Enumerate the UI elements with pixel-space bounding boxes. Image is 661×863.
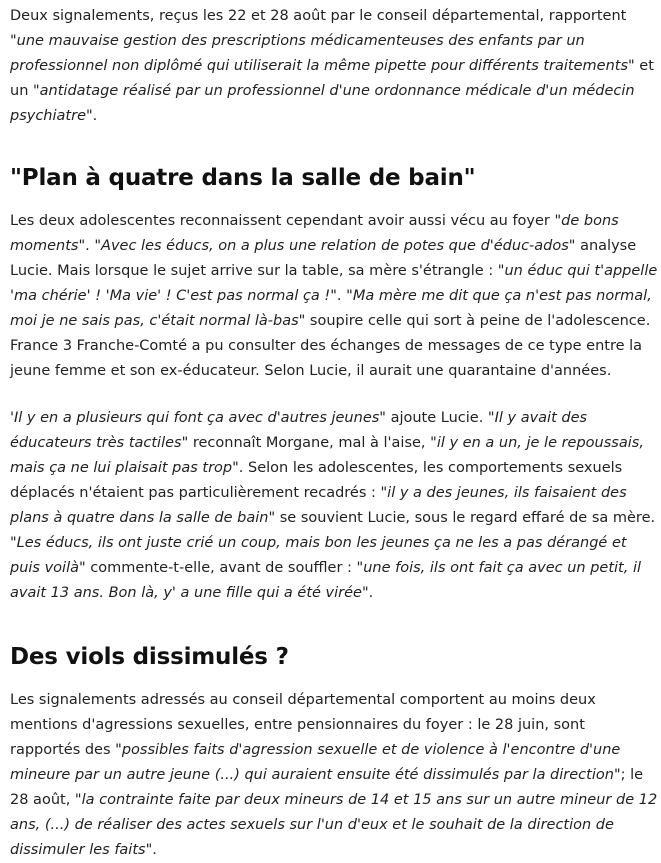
- quote-text: il y en a un, je le repoussais, mais ça ne lui plaisait pas trop: [10, 435, 644, 476]
- quote-text: un éduc qui t'appelle 'ma chérie' ! 'Ma vie' ! C'est pas normal ça !: [10, 263, 658, 304]
- body-text: " reconnaît Morgane, mal à l'aise, ": [181, 435, 437, 451]
- body-text: ': [10, 410, 14, 426]
- body-text: ".: [361, 585, 374, 601]
- quote-text: antidatage réalisé par un professionnel d'une ordonnance médicale d'un médecin psychiatre: [10, 83, 635, 124]
- quote-text: Il y en a plusieurs qui font ça avec d'autres jeunes: [14, 410, 380, 426]
- body-text: ". ": [78, 238, 102, 254]
- body-text: Les signalements adressés au conseil départemental comportent au moins deux mentions d'agressions sexuelles, entre pensionnaires du foyer : le 28 juin, sont rapportés des ": [10, 692, 596, 758]
- section-heading-viols: Des viols dissimulés ?: [10, 644, 289, 670]
- body-text: ". Selon les adolescentes, les comportements sexuels déplacés n'étaient pas particulièrement recadrés : ": [10, 460, 623, 501]
- body-text: Deux signalements, reçus les 22 et 28 août par le conseil départemental, rapportent ": [10, 8, 627, 49]
- body-text: Les deux adolescentes reconnaissent cependant avoir aussi vécu au foyer ": [10, 213, 562, 229]
- quote-text: possibles faits d'agression sexuelle et de violence à l'encontre d'une mineure par un autre jeune (...) qui auraient ensuite été dissimulés par la direction: [10, 742, 621, 783]
- body-text: " se souvient Lucie, sous le regard effaré de sa mère. ": [10, 510, 656, 551]
- body-text: "; le 28 août, ": [10, 767, 644, 808]
- quote-text: une mauvaise gestion des prescriptions médicamenteuses des enfants par un professionnel non diplômé qui utiliserait la même pipette pour différents traitements: [10, 33, 628, 74]
- body-text: " analyse Lucie. Mais lorsque le sujet arrive sur la table, sa mère s'étrangle : ": [10, 238, 637, 279]
- paragraph-adolescentes: [10, 209, 658, 384]
- body-text: " soupire celle qui sort à peine de l'adolescence. France 3 Franche-Comté a pu consulter des échanges de messages de ce type entre la jeune femme et son ex-éducateur. Selon Lucie, il aurait une quarantaine d'années.: [10, 313, 651, 379]
- quote-text: Avec les éducs, on a plus une relation de potes que d'éduc-ados: [101, 238, 569, 254]
- paragraph-agressions: [10, 688, 658, 863]
- body-text: ".: [85, 108, 98, 124]
- body-text: " et un ": [10, 58, 654, 99]
- quote-text: il y a des jeunes, ils faisaient des plans à quatre dans la salle de bain: [10, 485, 627, 526]
- quote-text: la contrainte faite par deux mineurs de 14 et 15 ans sur un autre mineur de 12 ans, (...) de réaliser des actes sexuels sur l'un d'eux et le souhait de la direction de dissimuler les faits: [10, 792, 658, 858]
- body-text: " ajoute Lucie. ": [379, 410, 495, 426]
- quote-text: une fois, ils ont fait ça avec un petit, il avait 13 ans. Bon là, y' a une fille qui a été virée: [10, 560, 642, 601]
- quote-text: Les éducs, ils ont juste crié un coup, mais bon les jeunes ça ne les a pas dérangé et puis voilà: [10, 535, 627, 576]
- body-text: ". ": [330, 288, 353, 304]
- quote-text: Ma mère me dit que ça n'est pas normal, moi je ne sais pas, c'était normal là-bas: [10, 288, 652, 329]
- body-text: " commente-t-elle, avant de souffler : ": [78, 560, 364, 576]
- paragraph-temoignages: [10, 406, 658, 606]
- paragraph-signalements: [10, 0, 658, 129]
- quote-text: Il y avait des éducateurs très tactiles: [10, 410, 588, 451]
- body-text: ".: [145, 842, 157, 858]
- section-heading-plan: "Plan à quatre dans la salle de bain": [10, 165, 476, 191]
- quote-text: de bons moments: [10, 213, 619, 254]
